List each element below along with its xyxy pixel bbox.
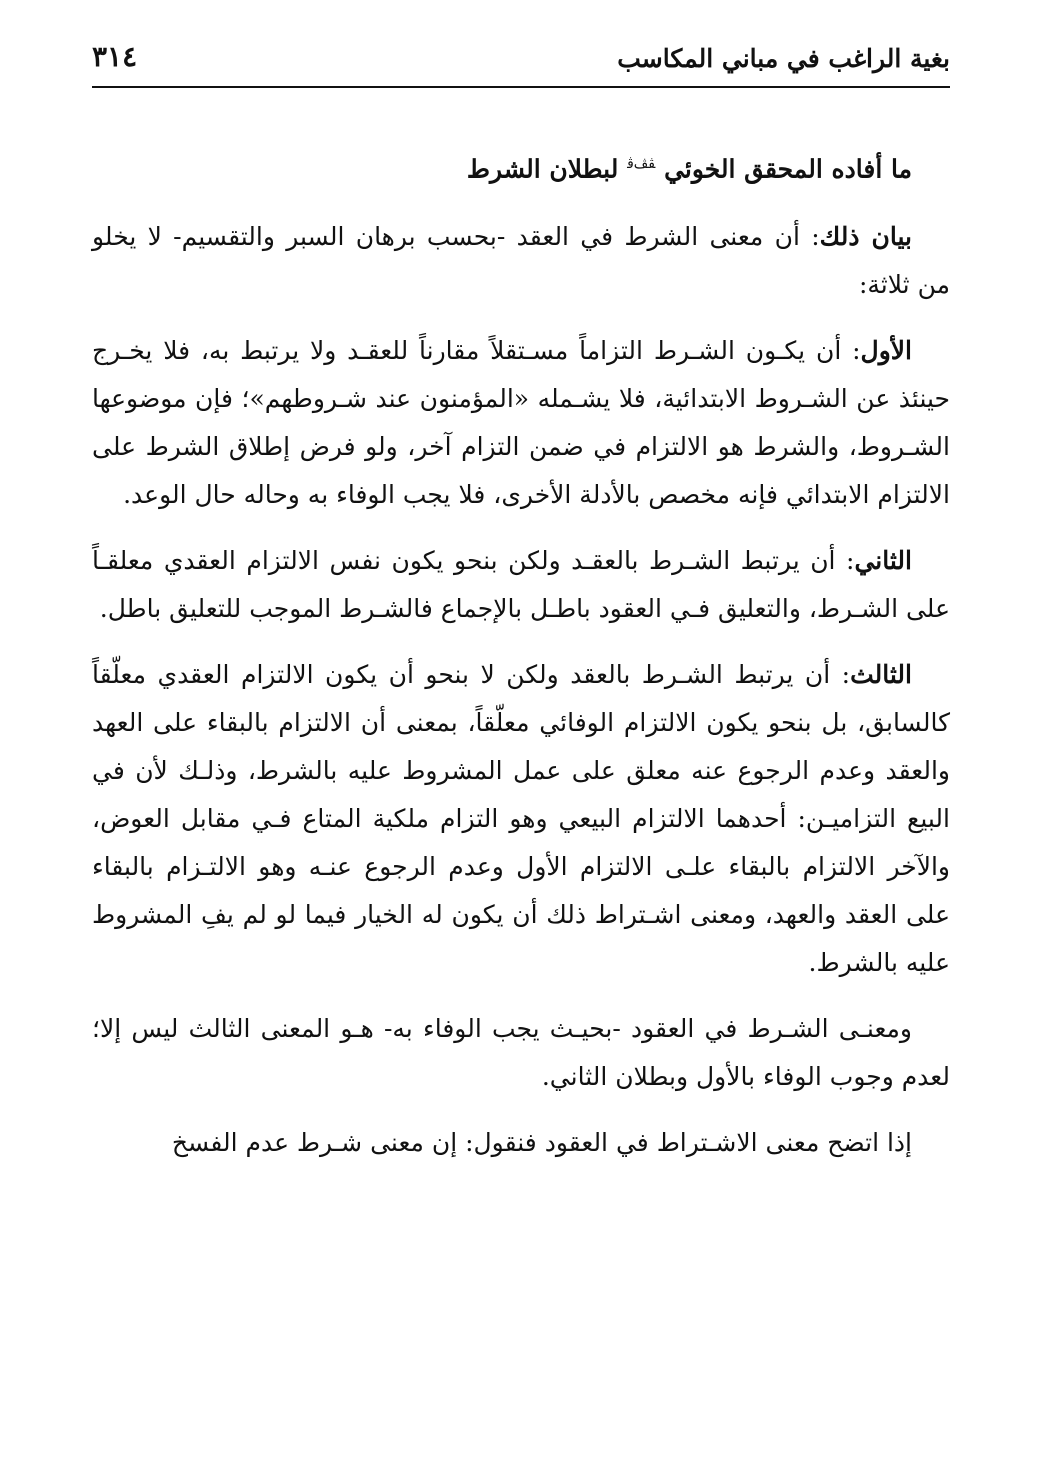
page-header [92, 38, 950, 88]
paragraph-text: : أن يرتبط الشـرط بالعقـد ولكن بنحو يكون نفس الالتزام العقدي معلقـاً على الشـرط، والتعليق فـي العقود باطـل بالإجماع فالشـرط الموجب للتعليق باطل. [92, 546, 950, 624]
honorific-mark: ﭭﭫﭬ [627, 156, 656, 172]
heading-rest: لبطلان الشرط [466, 154, 619, 184]
paragraph-lead: الأول [860, 336, 912, 366]
paragraph-first [92, 327, 950, 519]
paragraph-lead: الثاني [854, 546, 912, 576]
page-number: ٣١٤ [92, 40, 138, 73]
paragraph-second [92, 537, 950, 633]
paragraph-text: : أن معنى الشرط في العقد -بحسب برهان السبر والتقسيم- لا يخلو من ثلاثة: [92, 222, 950, 300]
paragraph-text: إذا اتضح معنى الاشـتراط في العقود فنقول: إن معنى شـرط عدم الفسخ [171, 1128, 912, 1158]
paragraph-meaning [92, 1005, 950, 1101]
paragraph-third [92, 651, 950, 987]
paragraph-text: : أن يكـون الشـرط التزاماً مسـتقلاً مقارناً للعقـد ولا يرتبط به، فلا يخـرج حينئذ عن الشـروط الابتدائية، فلا يشـمله «المؤمنون عند شـروطهم»؛ فإن موضوعها الشـروط، والشرط هو الالتزام في ضمن التزام آخر، ولو فرض إطلاق الشرط على الالتزام الابتدائي فإنه مخصص بالأدلة الأخرى، فلا يجب الوفاء به وحاله حال الوعد. [92, 336, 950, 510]
paragraph-text: : أن يرتبط الشـرط بالعقد ولكن لا بنحو أن يكون الالتزام العقدي معلّقاً كالسابق، بل بنحو يكون الالتزام الوفائي معلّقاً، بمعنى أن الالتزام بالبقاء على العهد والعقد وعدم الرجوع عنه معلق على عمل المشروط عليه بالشرط، وذلـك لأن في البيع التزاميـن: أحدهما الالتزام البيعي وهو التزام ملكية المتاع فـي مقابل العوض، والآخر الالتزام بالبقاء علـى الالتزام الأول وعدم الرجوع عنـه وهو الالتـزام بالبقاء على العقد والعهد، ومعنى اشـتراط ذلك أن يكون له الخيار فيما لو لم يفِ المشروط عليه بالشرط. [92, 660, 950, 978]
running-title: بغية الراغب في مباني المكاسب [617, 44, 950, 73]
paragraph-conclusion [92, 1119, 950, 1167]
paragraph-lead: الثالث [850, 660, 912, 690]
page-body [92, 140, 950, 1185]
paragraph-text: ومعنـى الشـرط في العقود -بحيـث يجب الوفاء به- هـو المعنى الثالث ليس إلا؛ لعدم وجوب الوفاء بالأول وبطلان الثاني. [92, 1014, 950, 1092]
paragraph-lead: بيان ذلك [819, 222, 912, 252]
heading-main: ما أفاده المحقق الخوئي [664, 154, 912, 184]
section-heading [92, 140, 912, 193]
paragraph-intro [92, 213, 950, 309]
